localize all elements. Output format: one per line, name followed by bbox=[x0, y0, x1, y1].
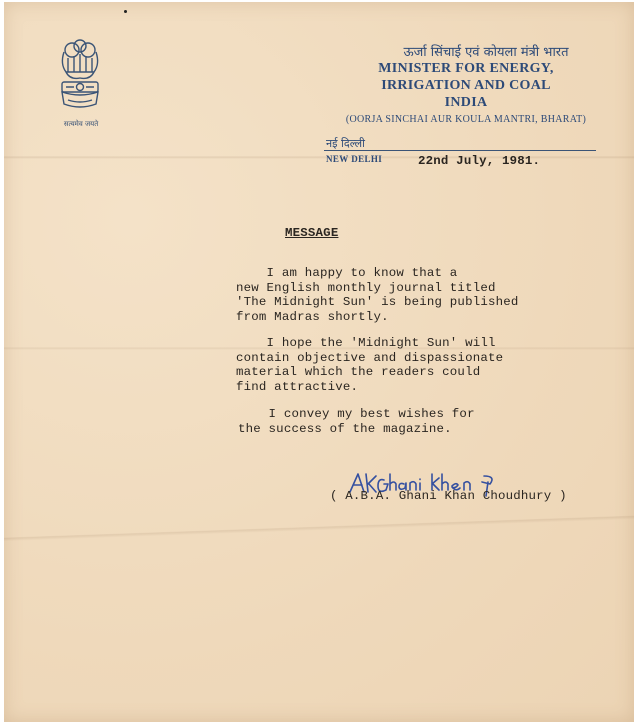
letter-paper bbox=[4, 2, 634, 722]
message-paragraph-2: I hope the 'Midnight Sun' will contain objective and dispassionate material which the readers could find attractive. bbox=[236, 336, 504, 394]
date-rule bbox=[324, 150, 596, 151]
place-hindi: नई दिल्ली bbox=[326, 137, 365, 150]
message-heading: MESSAGE bbox=[285, 226, 339, 240]
place-english: NEW DELHI bbox=[326, 154, 383, 164]
letterhead-title-line-1: MINISTER FOR ENERGY, bbox=[378, 61, 554, 76]
emblem-motto: सत्यमेव जयते bbox=[63, 120, 99, 128]
letterhead-title-line-2: IRRIGATION AND COAL bbox=[381, 78, 551, 93]
message-paragraph-1: I am happy to know that a new English monthly journal titled 'The Midnight Sun' is being published from Madras shortly. bbox=[236, 266, 519, 324]
letterhead-transliteration: (OORJA SINCHAI AUR KOULA MANTRI, BHARAT) bbox=[345, 114, 587, 125]
letterhead-hindi-title: ऊर्जा सिंचाई एवं कोयला मंत्री भारत bbox=[403, 45, 569, 60]
letter-date: 22nd July, 1981. bbox=[418, 154, 541, 168]
letterhead-title-line-3: INDIA bbox=[444, 95, 488, 110]
signatory-name: ( A.B.A. Ghani Khan Choudhury ) bbox=[330, 489, 567, 503]
message-paragraph-3: I convey my best wishes for the success of the magazine. bbox=[238, 407, 475, 436]
letterhead bbox=[316, 42, 616, 125]
ink-dot bbox=[124, 10, 127, 13]
